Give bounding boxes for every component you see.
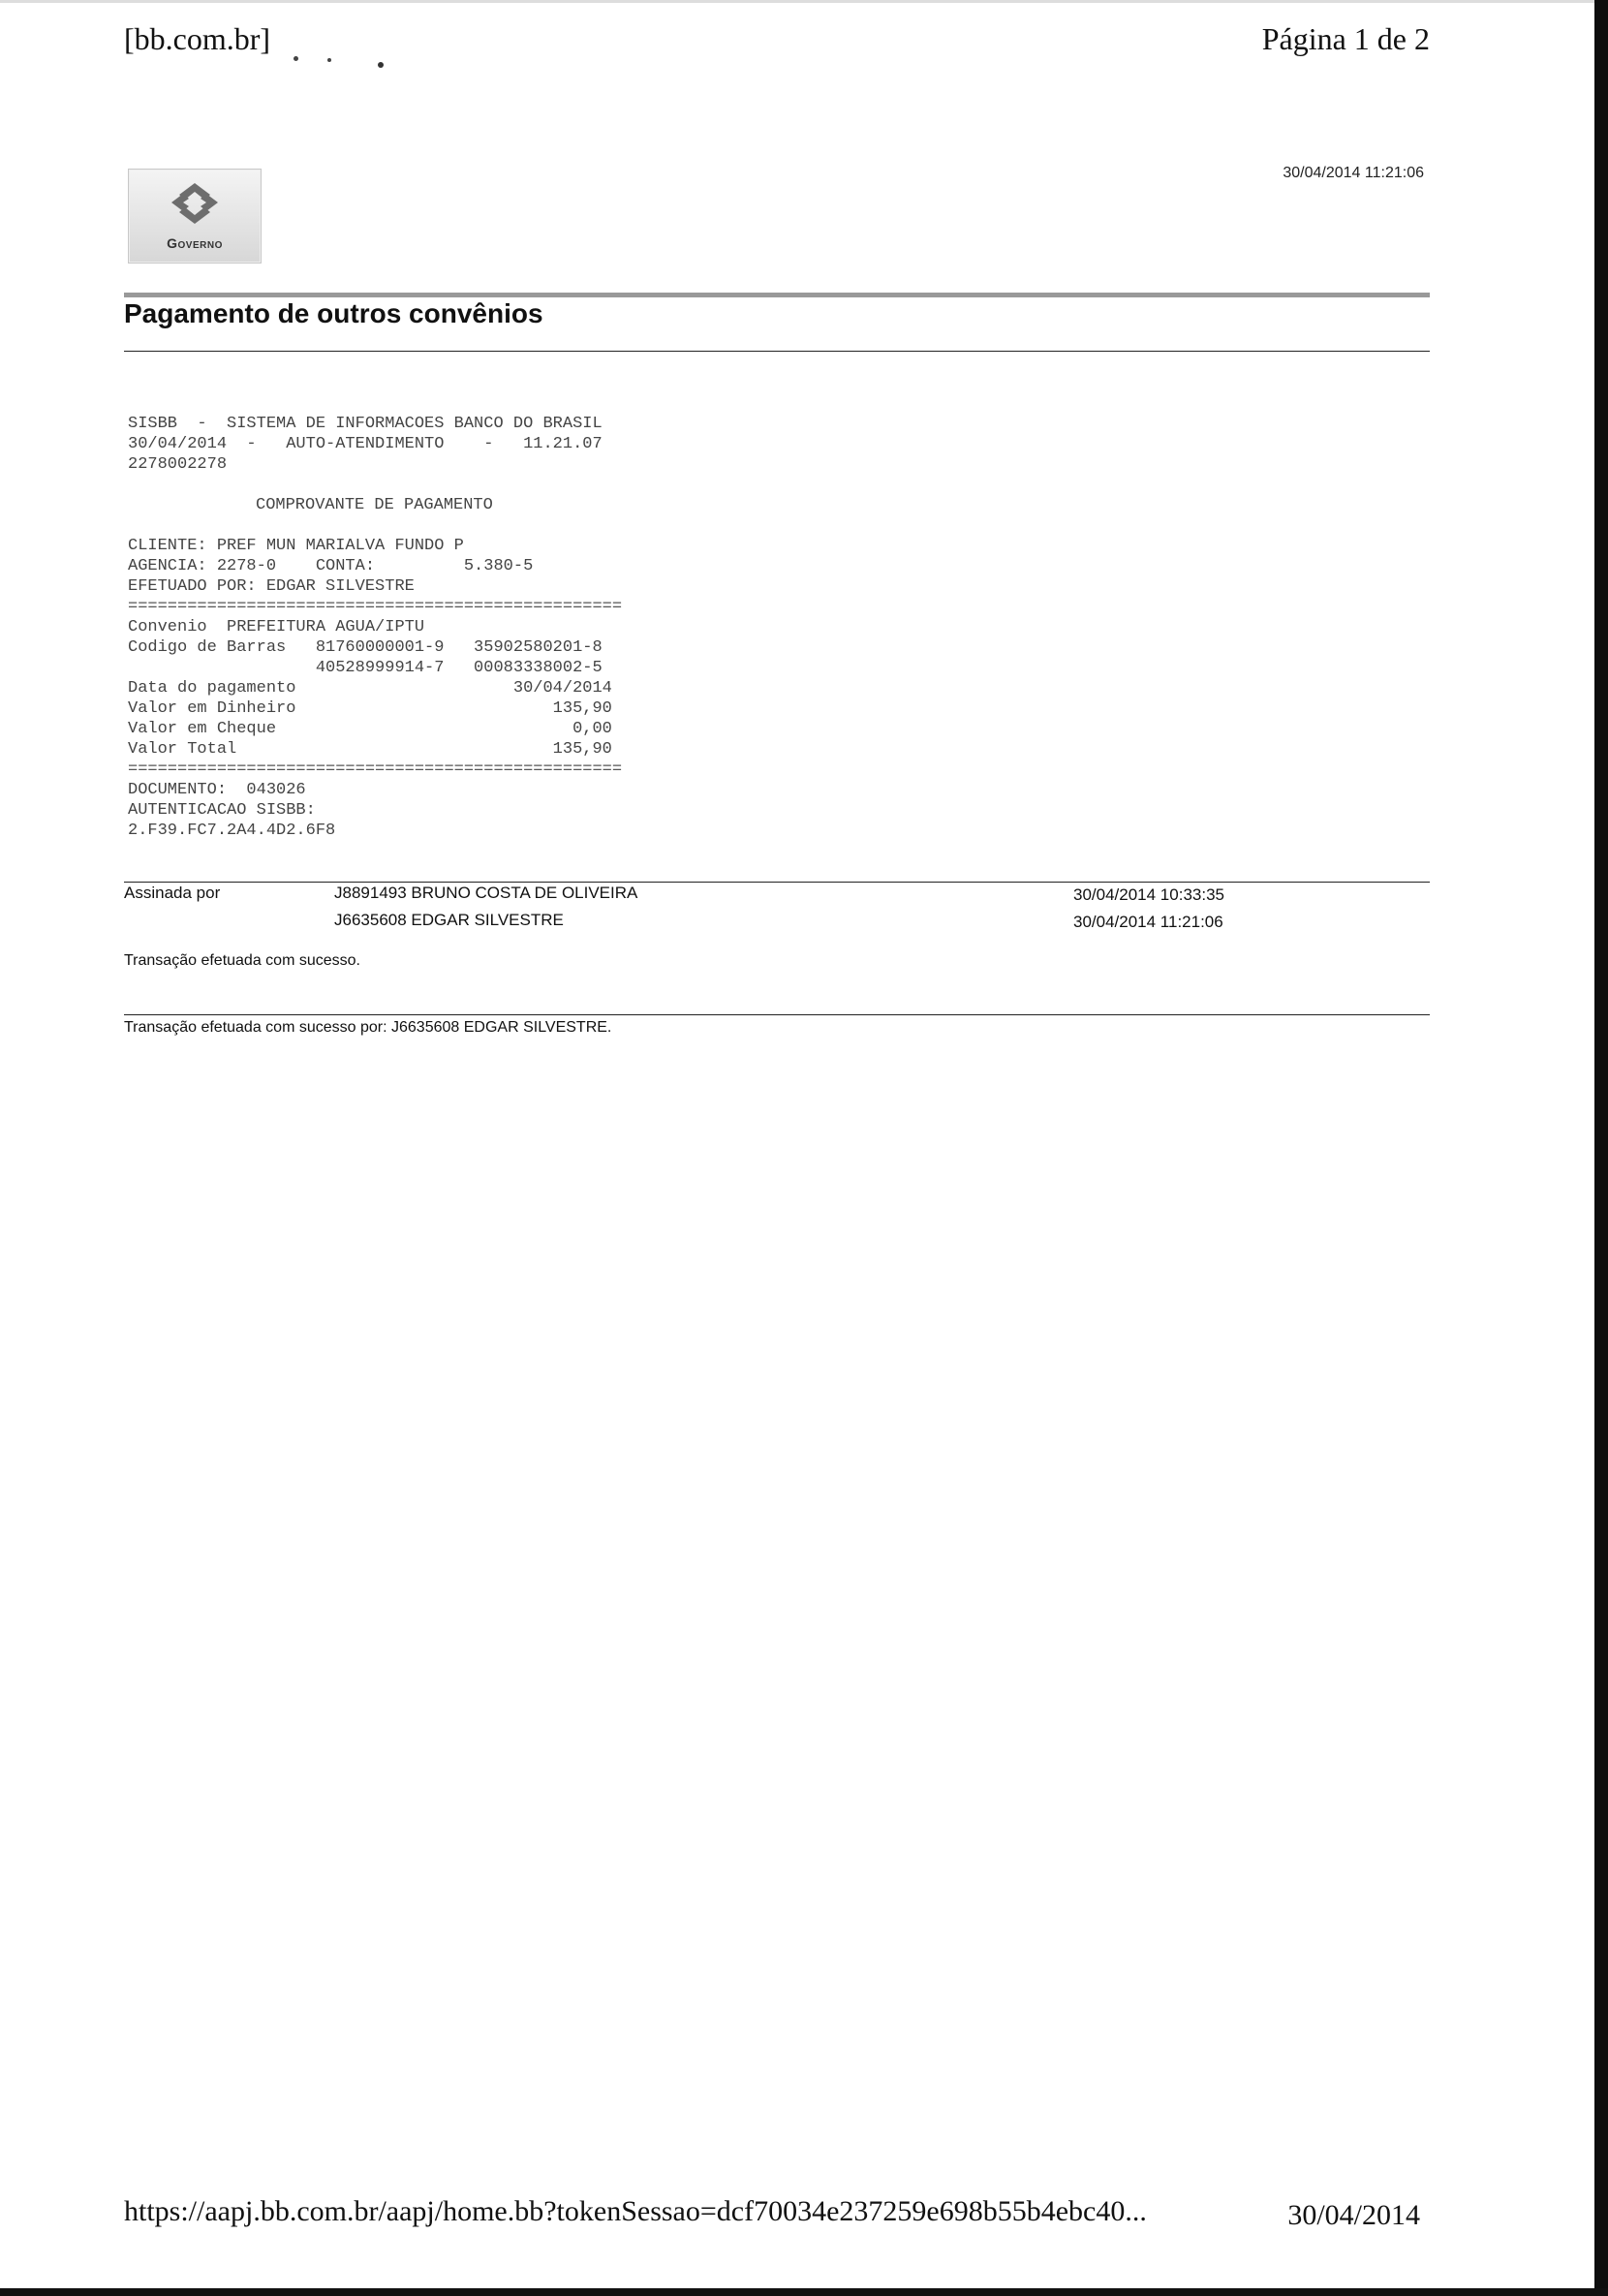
signer-name: J8891493 BRUNO COSTA DE OLIVEIRA: [334, 884, 638, 902]
scan-speck: [378, 62, 384, 68]
print-footer-url: https://aapj.bb.com.br/aapj/home.bb?tokenSessao=dcf70034e237259e698b55b4ebc40...: [124, 2195, 1147, 2227]
receipt-valor-dinheiro: Valor em Dinheiro 135,90: [128, 699, 612, 718]
print-footer-date: 30/04/2014: [1287, 2199, 1420, 2231]
scan-speck: [327, 58, 331, 62]
header-divider: [124, 293, 1430, 297]
signer-name: J6635608 EDGAR SILVESTRE: [334, 911, 564, 929]
signatures-divider: [124, 882, 1430, 883]
scan-right-edge: [1594, 0, 1608, 2296]
receipt-valor-cheque: Valor em Cheque 0,00: [128, 720, 612, 738]
print-header-site: [bb.com.br]: [124, 21, 271, 56]
receipt-codigo-barras: Codigo de Barras 81760000001-9 35902580201-8: [128, 638, 603, 657]
signatures-label: Assinada por: [124, 884, 221, 902]
print-header-page-indicator: Página 1 de 2: [1261, 21, 1430, 56]
page-timestamp: 30/04/2014 11:21:06: [1283, 165, 1424, 181]
receipt-heading: COMPROVANTE DE PAGAMENTO: [256, 496, 493, 514]
receipt-separator: ==================================================: [128, 760, 623, 779]
transaction-status: Transação efetuada com sucesso.: [124, 952, 360, 969]
receipt-block: [128, 393, 622, 861]
governo-logo: [128, 169, 262, 264]
receipt-documento: DOCUMENTO: 043026: [128, 781, 306, 799]
receipt-codigo-barras-cont: 40528999914-7 00083338002-5: [128, 659, 603, 677]
page-title: Pagamento de outros convênios: [124, 298, 543, 328]
final-status-divider: [124, 1014, 1430, 1015]
logo-label: Governo: [167, 235, 223, 251]
scan-speck: [294, 56, 298, 61]
receipt-separator: ==================================================: [128, 598, 623, 616]
receipt-data-pagamento: Data do pagamento 30/04/2014: [128, 679, 612, 698]
receipt-efetuado-por: EFETUADO POR: EDGAR SILVESTRE: [128, 577, 415, 596]
receipt-system-line: SISBB - SISTEMA DE INFORMACOES BANCO DO BRASIL: [128, 415, 603, 433]
signer-datetime: 30/04/2014 10:33:35: [1073, 885, 1224, 904]
receipt-autenticacao-code: 2.F39.FC7.2A4.4D2.6F8: [128, 822, 336, 840]
receipt-agencia-conta: AGENCIA: 2278-0 CONTA: 5.380-5: [128, 557, 534, 575]
bb-logo-icon: [166, 181, 224, 226]
receipt-date-line: 30/04/2014 - AUTO-ATENDIMENTO - 11.21.07: [128, 435, 603, 453]
receipt-convenio: Convenio PREFEITURA AGUA/IPTU: [128, 618, 425, 636]
receipt-autenticacao-label: AUTENTICACAO SISBB:: [128, 801, 316, 820]
scan-bottom-edge: [0, 2288, 1608, 2296]
receipt-cliente: CLIENTE: PREF MUN MARIALVA FUNDO P: [128, 537, 464, 555]
final-transaction-status: Transação efetuada com sucesso por: J6635608 EDGAR SILVESTRE.: [124, 1019, 612, 1036]
signer-datetime: 30/04/2014 11:21:06: [1073, 913, 1223, 931]
scan-top-edge: [0, 0, 1608, 3]
receipt-terminal-line: 2278002278: [128, 455, 228, 474]
receipt-valor-total: Valor Total 135,90: [128, 740, 612, 759]
title-divider: [124, 351, 1430, 352]
